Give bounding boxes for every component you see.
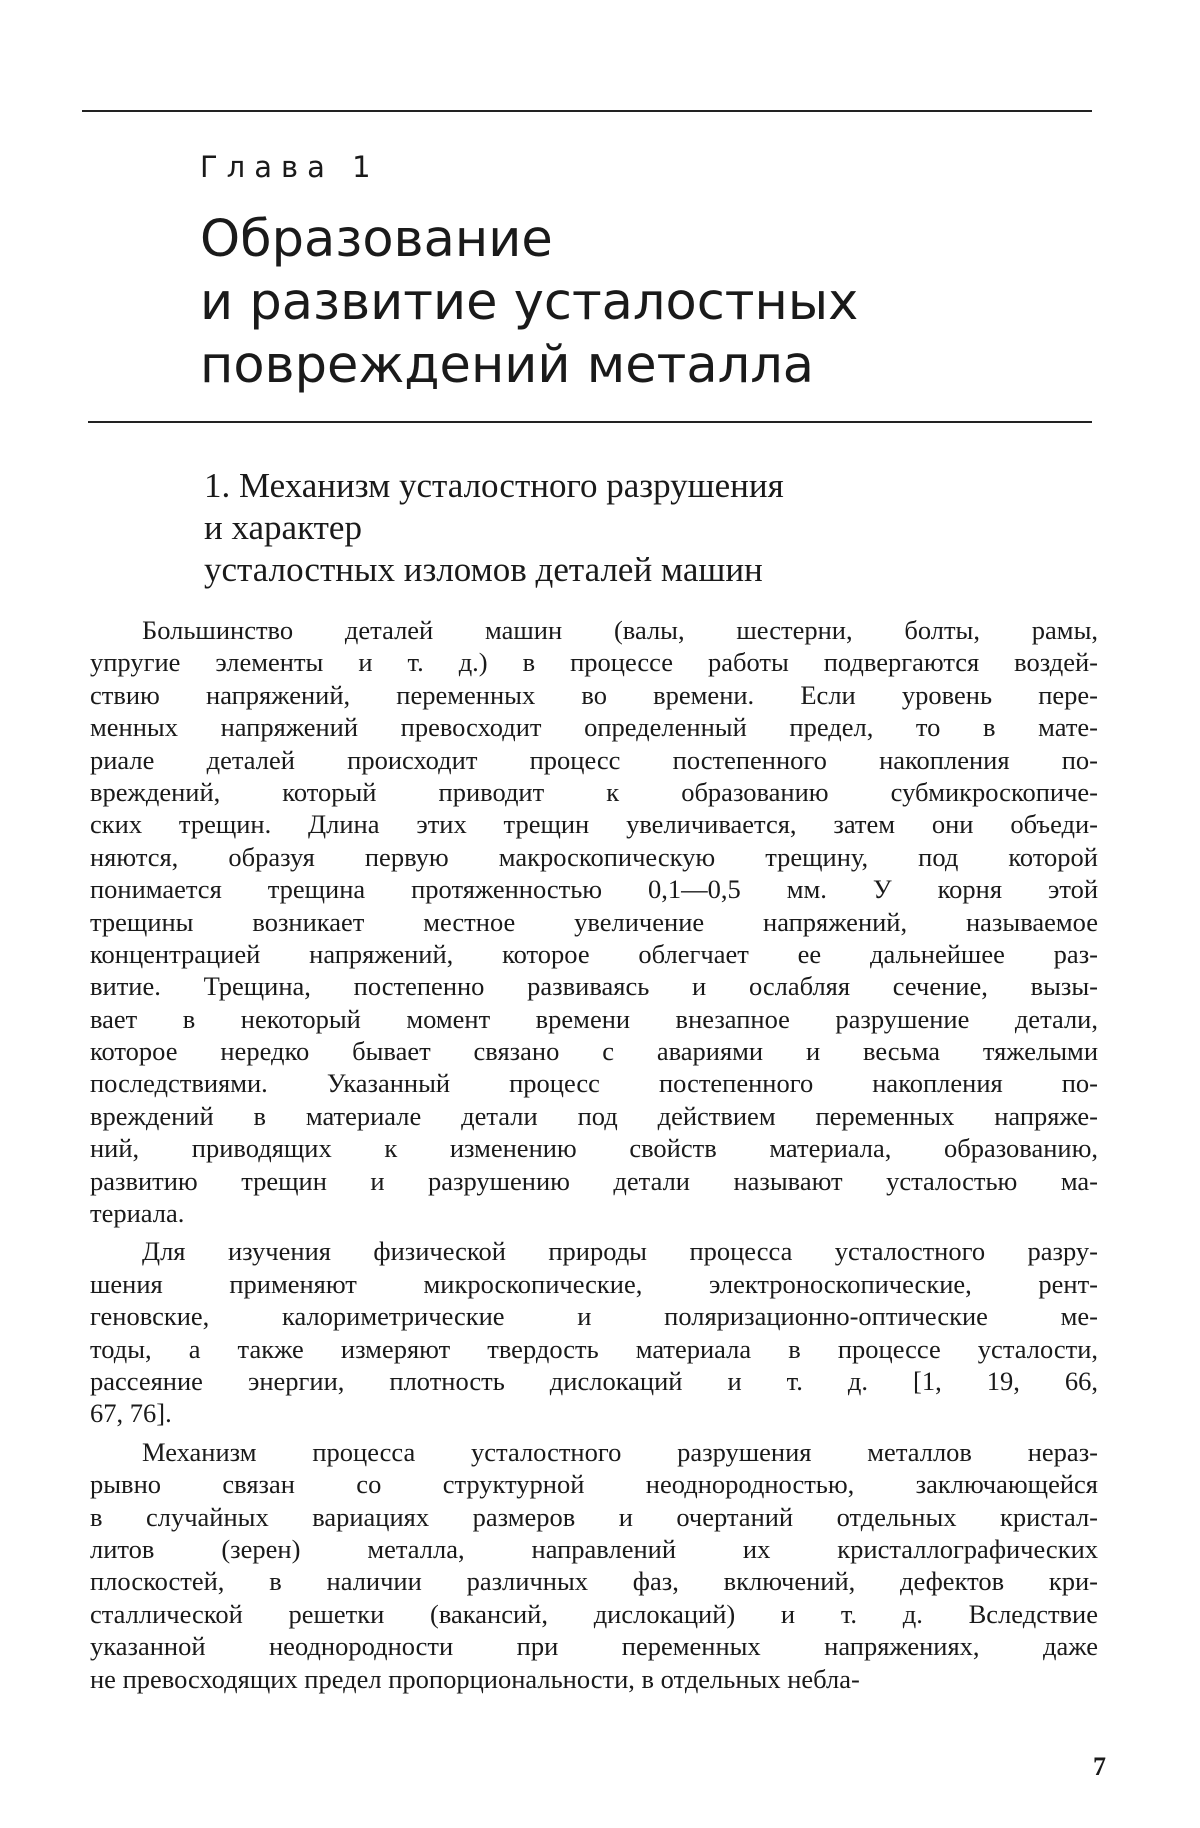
paragraph-line: Для изучения физической природы процесса усталостного разру-: [142, 1236, 1098, 1267]
section-title-line: и характер: [204, 508, 362, 547]
paragraph: [90, 1436, 1098, 1695]
paragraph-line: трещины возникает местное увеличение напряжений, называемое: [90, 906, 1098, 937]
paragraph-line: литов (зерен) металла, направлений их кристаллографических: [90, 1533, 1098, 1564]
paragraph-line: рассеяние энергии, плотность дислокаций и т. д. [1, 19, 66,: [90, 1365, 1098, 1396]
paragraph-line: няются, образуя первую макроскопическую трещину, под которой: [90, 841, 1098, 872]
chapter-title-line: повреждений металла: [200, 336, 815, 395]
paragraph-line: Большинство деталей машин (валы, шестерни, болты, рамы,: [142, 615, 1098, 645]
paragraph-line: развитию трещин и разрушению детали называют усталостью ма-: [90, 1165, 1098, 1196]
paragraph-line: в случайных вариациях размеров и очертаний отдельных кристал-: [90, 1501, 1098, 1532]
title-rule: [88, 421, 1092, 423]
paragraph: [90, 1235, 1098, 1429]
paragraph-line: указанной неоднородности при переменных напряжениях, даже: [90, 1631, 1098, 1662]
page-number: 7: [1093, 1752, 1106, 1781]
paragraph-line: вреждений, который приводит к образованию субмикроскопиче-: [90, 776, 1098, 807]
paragraph-line: Механизм процесса усталостного разрушения металлов нераз-: [142, 1436, 1098, 1467]
paragraph-line: рывно связан со структурной неоднородностью, заключающейся: [90, 1469, 1098, 1500]
paragraph-line: ний, приводящих к изменению свойств материала, образованию,: [90, 1133, 1098, 1164]
paragraph: [90, 614, 1098, 1229]
paragraph-line: понимается трещина протяженностью 0,1—0,5 мм. У корня этой: [90, 874, 1098, 905]
paragraph-line: упругие элементы и т. д.) в процессе работы подвергаются воздей-: [90, 647, 1098, 678]
body-text: [90, 614, 1098, 1701]
paragraph-line: шения применяют микроскопические, электроноскопические, рент-: [90, 1268, 1098, 1299]
paragraph-line: менных напряжений превосходит определенный предел, то в мате-: [90, 712, 1098, 743]
top-rule: [82, 110, 1092, 112]
paragraph-line: тоды, а также измеряют твердость материала в процессе усталости,: [90, 1333, 1098, 1364]
chapter-title: [200, 208, 1080, 397]
paragraph-line: которое нередко бывает связано с авариями и весьма тяжелыми: [90, 1036, 1098, 1067]
paragraph-line: риале деталей происходит процесс постепенного накопления по-: [90, 744, 1098, 775]
paragraph-line: вреждений в материале детали под действием переменных напряже-: [90, 1100, 1098, 1131]
section-title: [204, 465, 1084, 591]
paragraph-line: териала.: [90, 1198, 185, 1229]
paragraph-line: вает в некоторый момент времени внезапное разрушение детали,: [90, 1003, 1098, 1034]
paragraph-line: плоскостей, в наличии различных фаз, включений, дефектов кри-: [90, 1566, 1098, 1597]
paragraph-line: ских трещин. Длина этих трещин увеличивается, затем они объеди-: [90, 809, 1098, 840]
paragraph-line: ствию напряжений, переменных во времени. Если уровень пере-: [90, 679, 1098, 710]
paragraph-line: концентрацией напряжений, которое облегчает ее дальнейшее раз-: [90, 938, 1098, 969]
chapter-label: Глава 1: [200, 150, 380, 184]
paragraph-line: сталлической решетки (вакансий, дислокаций) и т. д. Вследствие: [90, 1598, 1098, 1629]
chapter-title-line: Образование: [200, 210, 553, 269]
paragraph-line: последствиями. Указанный процесс постепенного накопления по-: [90, 1068, 1098, 1099]
paragraph-line: витие. Трещина, постепенно развиваясь и ослабляя сечение, вызы-: [90, 971, 1098, 1002]
paragraph-line: не превосходящих предел пропорциональности, в отдельных небла-: [90, 1663, 860, 1694]
paragraph-line: 67, 76].: [90, 1398, 172, 1429]
section-title-line: усталостных изломов деталей машин: [204, 550, 763, 589]
chapter-title-line: и развитие усталостных: [200, 273, 859, 332]
paragraph-line: геновские, калориметрические и поляризационно-оптические ме-: [90, 1301, 1098, 1332]
section-title-line: 1. Механизм усталостного разрушения: [204, 466, 784, 505]
